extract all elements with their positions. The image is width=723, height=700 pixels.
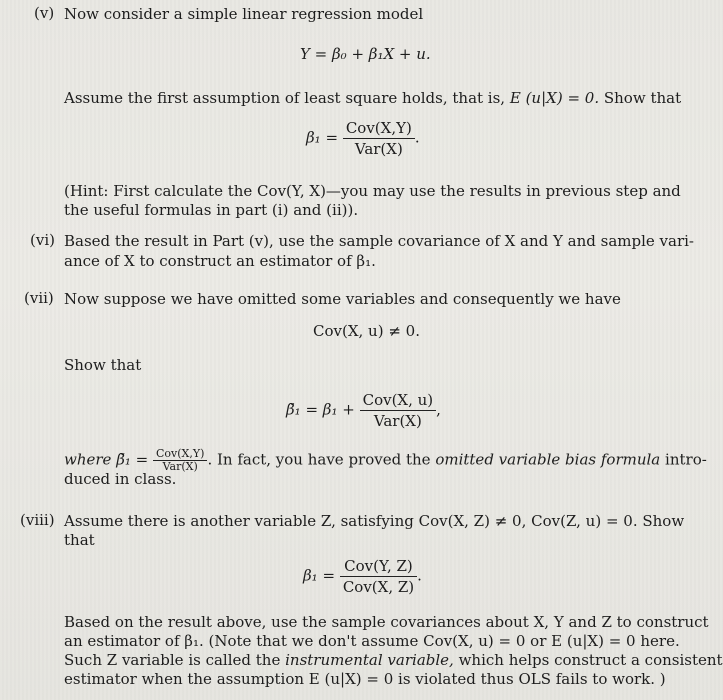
part-viii-para-line3: Such Z variable is called the instrumental variable, which helps construct a consistent xyxy=(64,651,723,669)
part-viii-result-numerator: Cov(Y, Z) xyxy=(340,556,417,577)
part-v-result-formula: β₁ = $\frac{\text{Cov(X,Y)}}{\text{Var(X)}}$ . xyxy=(306,119,420,158)
part-viii-label: (viii) xyxy=(20,511,55,529)
part-v-model-equation: Y = β₀ + β₁X + u. xyxy=(300,45,431,63)
part-v-hint-line1: (Hint: First calculate the Cov(Y, X)—you may use the results in previous step and xyxy=(64,182,681,200)
part-v-label: (v) xyxy=(34,4,55,22)
part-v-hint-line2: the useful formulas in part (i) and (ii)). xyxy=(64,201,359,219)
part-vii-where-numerator: Cov(X,Y) xyxy=(153,448,207,461)
part-viii-line1: Assume there is another variable Z, satisfying Cov(X, Z) ≠ 0, Cov(Z, u) = 0. Show xyxy=(64,512,685,530)
part-vii-label: (vii) xyxy=(24,289,54,307)
part-v-assumption-text: Assume the first assumption of least square holds, that is, E (u|X) = 0. Show that xyxy=(64,89,682,107)
part-vii-where-denominator: Var(X) xyxy=(162,460,198,473)
part-vii-where-line: where β̃₁ = $\frac{\text{Cov(X,Y)}}{\text{Var(X)}}$ . In fact, you have proved the omitted variable bias formula intro- xyxy=(64,447,707,473)
part-vii-result-denominator: Var(X) xyxy=(373,412,422,430)
part-vi-line1: Based the result in Part (v), use the sample covariance of X and Y and sample vari- xyxy=(64,232,694,250)
part-vii-show-that: Show that xyxy=(64,356,142,374)
part-viii-para-line2: an estimator of β₁. (Note that we don't assume Cov(X, u) = 0 or E (u|X) = 0 here. xyxy=(64,632,680,650)
part-vii-line1: Now suppose we have omitted some variables and consequently we have xyxy=(64,290,621,308)
part-viii-result-denominator: Cov(X, Z) xyxy=(342,578,415,596)
part-v-intro: Now consider a simple linear regression model xyxy=(64,5,424,23)
part-vi-label: (vi) xyxy=(30,231,55,249)
part-v-result-numerator: Cov(X,Y) xyxy=(343,118,415,139)
part-vii-result-formula: β̃₁ = β₁ + $\frac{\text{Cov(X, u)}}{\text{Var(X)}}$ , xyxy=(286,391,441,430)
part-vii-cov-inequality: Cov(X, u) ≠ 0. xyxy=(313,322,420,340)
part-v-result-denominator: Var(X) xyxy=(354,140,403,158)
part-viii-para-line1: Based on the result above, use the sample covariances about X, Y and Z to construct xyxy=(64,613,709,631)
part-viii-para-line4: estimator when the assumption E (u|X) = 0 is violated thus OLS fails to work. ) xyxy=(64,670,666,688)
part-vi-line2: ance of X to construct an estimator of β₁. xyxy=(64,252,376,270)
part-viii-line2: that xyxy=(64,531,95,549)
part-vii-result-numerator: Cov(X, u) xyxy=(360,390,437,411)
part-viii-result-formula: β₁ = $\frac{\text{Cov(Y, Z)}}{\text{Cov(X, Z)}}$ . xyxy=(303,557,422,596)
part-vii-last-line: duced in class. xyxy=(64,470,177,488)
